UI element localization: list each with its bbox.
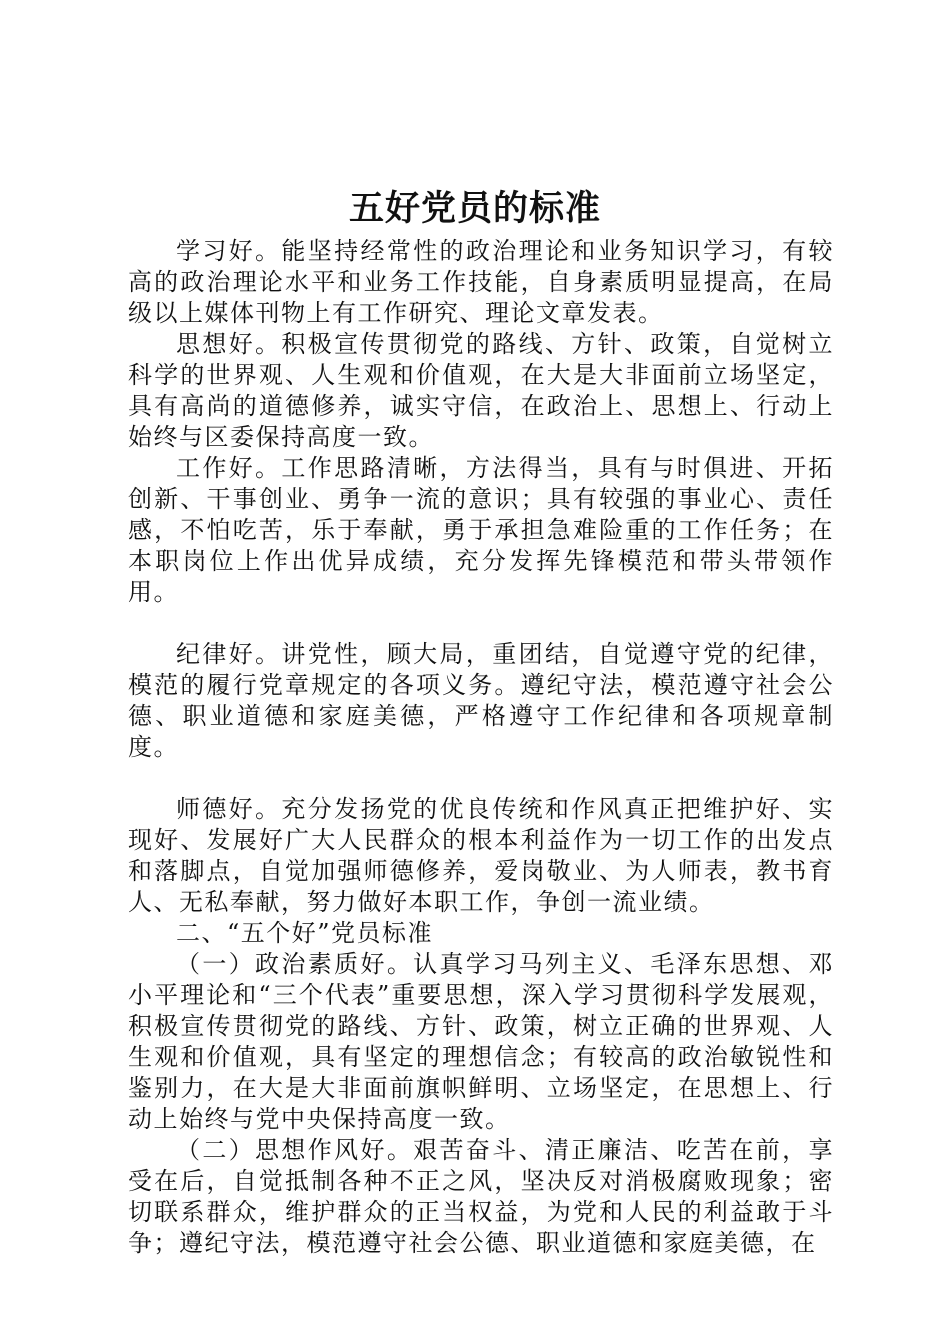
paragraph-discipline: 纪律好。讲党性，顾大局，重团结，自觉遵守党的纪律，模范的履行党章规定的各项义务。遵纪守法，模范遵守社会公德、职业道德和家庭美德，严格遵守工作纪律和各项规章制度。 — [128, 640, 834, 761]
document-body — [128, 236, 834, 1259]
paragraph-teacher-ethics: 师德好。充分发扬党的优良传统和作风真正把维护好、实现好、发展好广大人民群众的根本利益作为一切工作的出发点和落脚点，自觉加强师德修养，爱岗敬业、为人师表，教书育人、无私奉献，努力做好本职工作，争创一流业绩。 — [128, 795, 834, 916]
paragraph-ideological-style: （二）思想作风好。艰苦奋斗、清正廉洁、吃苦在前，享受在后，自觉抵制各种不正之风，坚决反对消极腐败现象；密切联系群众，维护群众的正当权益，为党和人民的利益敢于斗争；遵纪守法，模范遵守社会公德、职业道德和家庭美德，在 — [128, 1136, 834, 1257]
paragraph-thought: 思想好。积极宣传贯彻党的路线、方针、政策，自觉树立科学的世界观、人生观和价值观，在大是大非面前立场坚定，具有高尚的道德修养，诚实守信，在政治上、思想上、行动上始终与区委保持高度一致。 — [128, 330, 834, 451]
paragraph-work: 工作好。工作思路清晰，方法得当，具有与时俱进、开拓创新、干事创业、勇争一流的意识；具有较强的事业心、责任感，不怕吃苦，乐于奉献，勇于承担急难险重的工作任务；在本职岗位上作出优异成绩，充分发挥先锋模范和带头带领作用。 — [128, 454, 834, 606]
document-title: 五好党员的标准 — [348, 188, 601, 229]
paragraph-political-quality: （一）政治素质好。认真学习马列主义、毛泽东思想、邓小平理论和“三个代表”重要思想，深入学习贯彻科学发展观，积极宣传贯彻党的路线、方针、政策，树立正确的世界观、人生观和价值观，具有坚定的理想信念；有较高的政治敏锐性和鉴别力，在大是大非面前旗帜鲜明、立场坚定，在思想上、行动上始终与党中央保持高度一致。 — [128, 950, 834, 1133]
paragraph-study: 学习好。能坚持经常性的政治理论和业务知识学习，有较高的政治理论水平和业务工作技能，自身素质明显提高，在局级以上媒体刊物上有工作研究、理论文章发表。 — [128, 237, 834, 327]
section-heading-five-goods: 二、“五个好”党员标准 — [176, 919, 434, 947]
